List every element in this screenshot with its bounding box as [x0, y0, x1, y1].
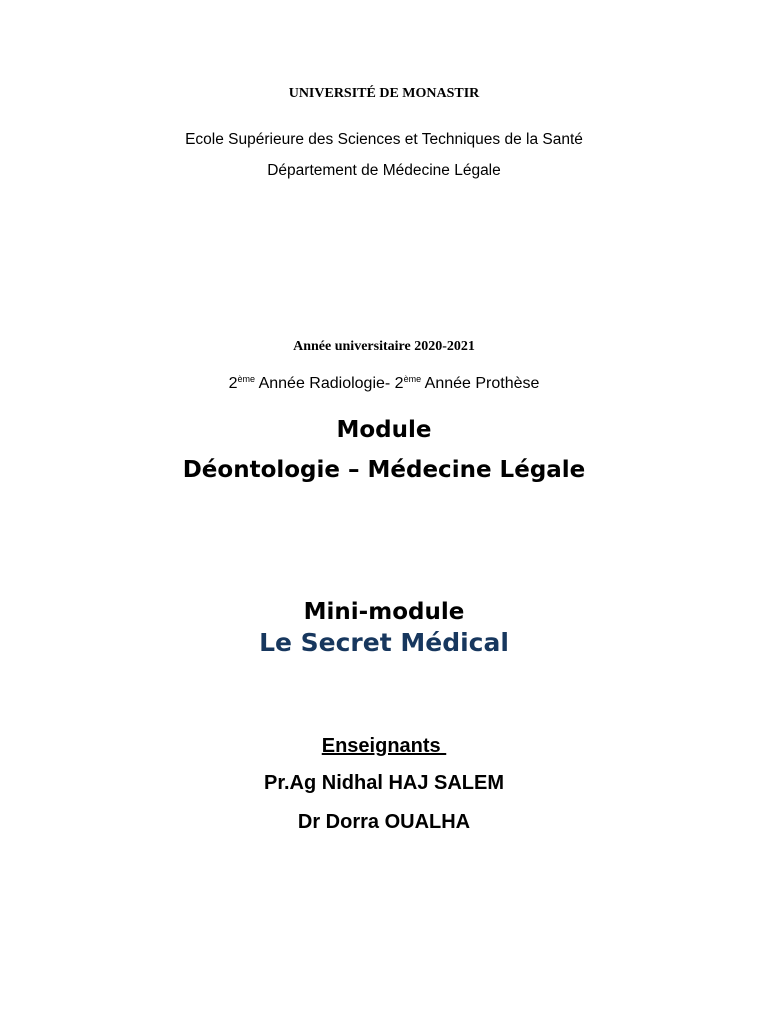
mini-module-label: Mini-module	[303, 599, 465, 625]
school-name: Ecole Supérieure des Sciences et Techniques de la Santé	[185, 131, 583, 148]
university-name: UNIVERSITÉ DE MONASTIR	[288, 86, 480, 101]
teachers-heading: Enseignants	[321, 735, 447, 757]
study-levels	[0, 375, 768, 393]
teacher-name: Dr Dorra OUALHA	[297, 811, 471, 833]
academic-year: Année universitaire 2020-2021	[293, 339, 475, 354]
level-2-superscript: ème	[403, 374, 422, 384]
module-label: Module	[336, 417, 432, 443]
level-1-superscript: ème	[237, 374, 256, 384]
level-2-number: 2	[394, 375, 404, 392]
department-name: Département de Médecine Légale	[267, 162, 501, 179]
module-title: Déontologie – Médecine Légale	[182, 457, 586, 483]
level-1-text: Année Radiologie-	[255, 375, 395, 392]
level-2-text: Année Prothèse	[421, 375, 540, 392]
teacher-name: Pr.Ag Nidhal HAJ SALEM	[263, 772, 505, 794]
level-1-number: 2	[228, 375, 238, 392]
mini-module-title: Le Secret Médical	[259, 628, 509, 657]
